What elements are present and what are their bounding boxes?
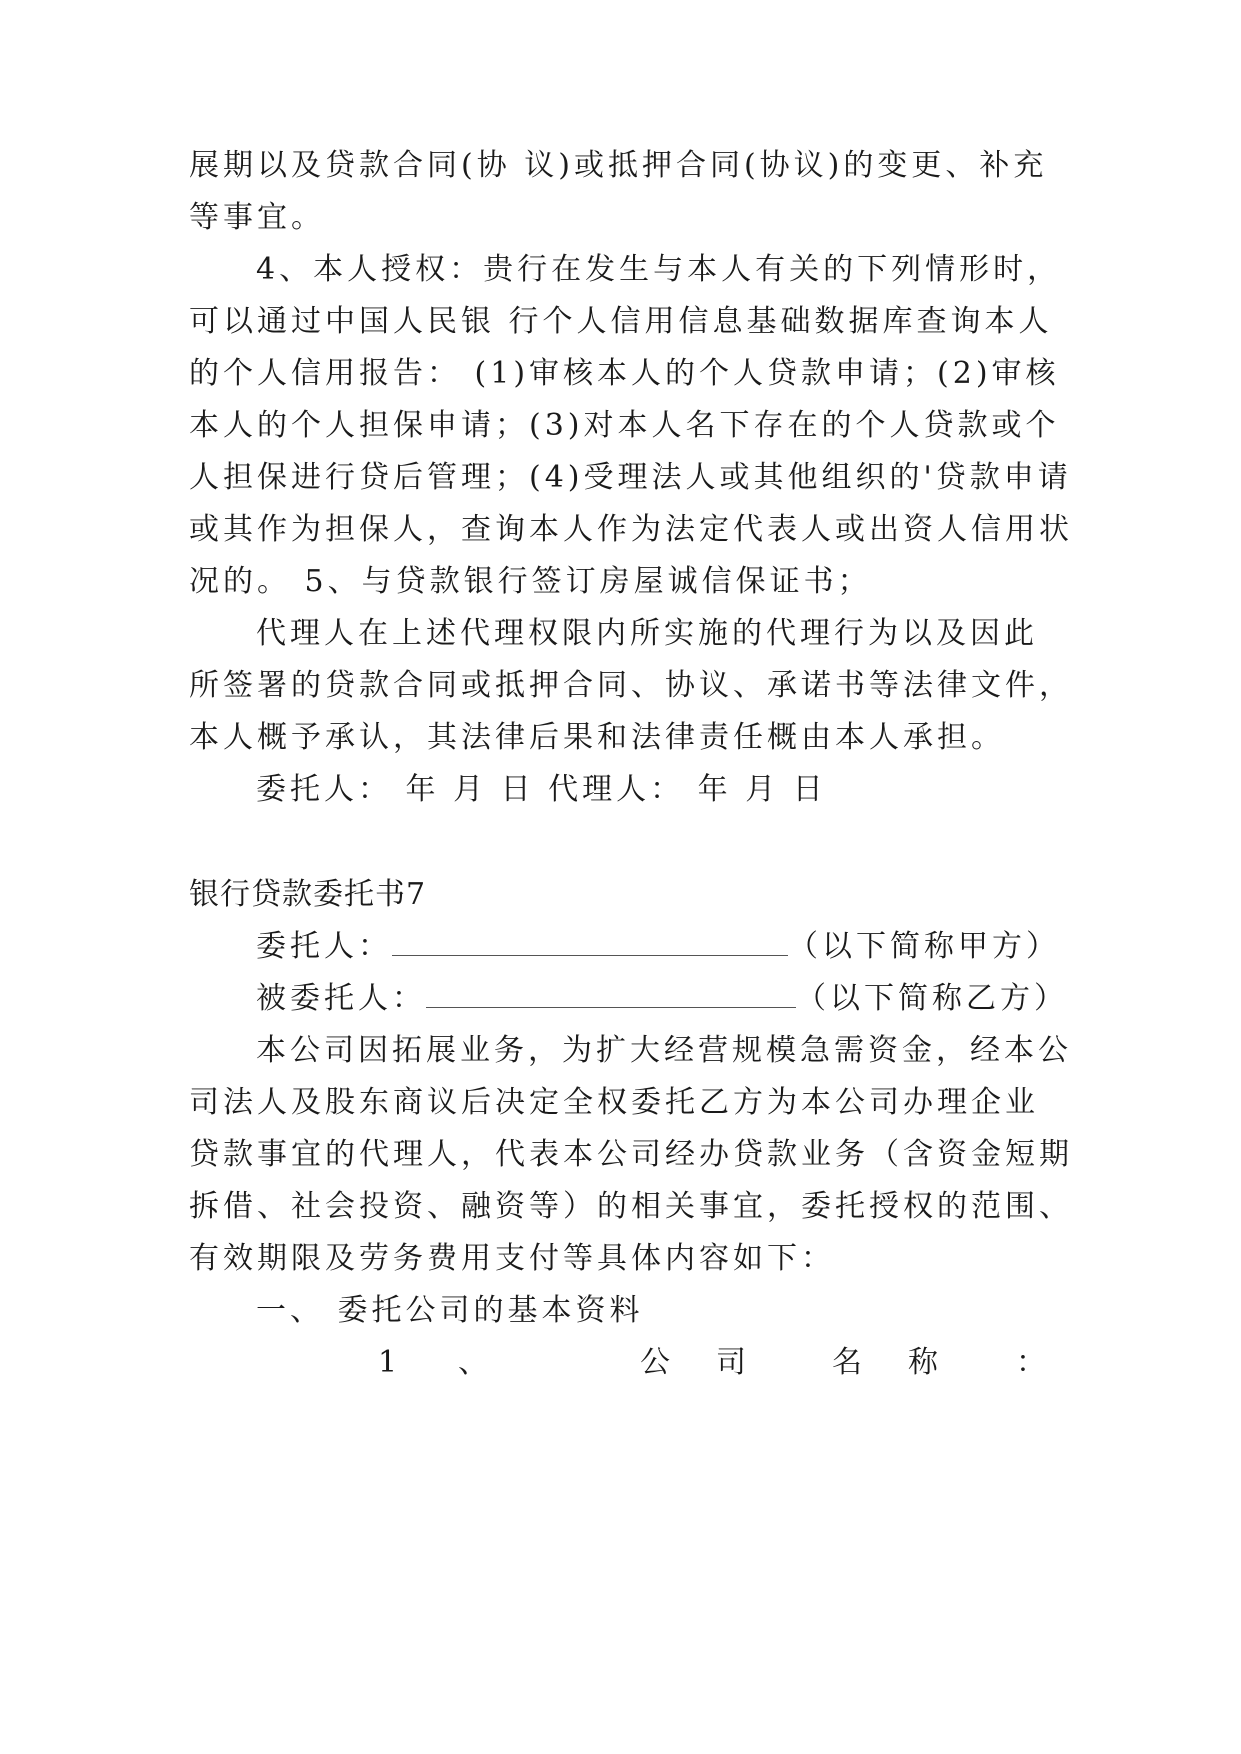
item-number: 1 bbox=[378, 1345, 398, 1380]
agent-label: 被委托人： bbox=[256, 981, 426, 1016]
item-char: 司 bbox=[716, 1345, 746, 1380]
text-line: 本人概予承认，其法律后果和法律责任概由本人承担。 bbox=[189, 720, 1005, 755]
agent-blank bbox=[426, 979, 796, 1008]
item-char: 名 bbox=[832, 1345, 862, 1380]
agent-row bbox=[256, 979, 1068, 1019]
text-line: 的个人信用报告： (1)审核本人的个人贷款申请；(2)审核 bbox=[189, 356, 1060, 391]
text-line: 人担保进行贷后管理；(4)受理法人或其他组织的'贷款申请 bbox=[189, 460, 1072, 495]
text-line: 况的。 5、与贷款银行签订房屋诚信保证书； bbox=[189, 564, 872, 599]
agent-suffix: （以下简称乙方） bbox=[796, 981, 1068, 1016]
text-line: 拆借、社会投资、融资等）的相关事宜，委托授权的范围、 bbox=[189, 1189, 1073, 1224]
item-char: 称 bbox=[908, 1345, 938, 1380]
principal-blank bbox=[392, 927, 788, 956]
text-line: 所签署的贷款合同或抵押合同、协议、承诺书等法律文件， bbox=[189, 668, 1073, 703]
signature-line: 委托人： 年 月 日 代理人： 年 月 日 bbox=[256, 772, 827, 807]
text-line: 贷款事宜的代理人，代表本公司经办贷款业务（含资金短期 bbox=[189, 1137, 1073, 1172]
item-separator: 、 bbox=[458, 1345, 488, 1380]
item-char: 公 bbox=[640, 1345, 670, 1380]
text-line: 可以通过中国人民银 行个人信用信息基础数据库查询本人 bbox=[189, 304, 1053, 339]
text-line: 或其作为担保人，查询本人作为法定代表人或出资人信用状 bbox=[189, 512, 1073, 547]
text-line: 本人的个人担保申请；(3)对本人名下存在的个人贷款或个 bbox=[189, 408, 1060, 443]
principal-label: 委托人： bbox=[256, 929, 392, 964]
text-line: 代理人在上述代理权限内所实施的代理行为以及因此 bbox=[256, 616, 1038, 651]
section-title: 银行贷款委托书7 bbox=[189, 877, 427, 912]
text-line: 等事宜。 bbox=[189, 200, 325, 235]
principal-suffix: （以下简称甲方） bbox=[788, 929, 1060, 964]
text-line: 有效期限及劳务费用支付等具体内容如下： bbox=[189, 1241, 835, 1276]
item-colon: ： bbox=[1016, 1345, 1046, 1380]
principal-row bbox=[256, 927, 1060, 967]
text-line: 本公司因拓展业务，为扩大经营规模急需资金，经本公 bbox=[256, 1033, 1072, 1068]
text-line: 司法人及股东商议后决定全权委托乙方为本公司办理企业 bbox=[189, 1085, 1039, 1120]
text-line: 展期以及贷款合同(协 议)或抵押合同(协议)的变更、补充 bbox=[189, 148, 1048, 183]
heading-1: 一、 委托公司的基本资料 bbox=[256, 1293, 644, 1328]
text-line: 4、本人授权：贵行在发生与本人有关的下列情形时， bbox=[256, 252, 1062, 287]
